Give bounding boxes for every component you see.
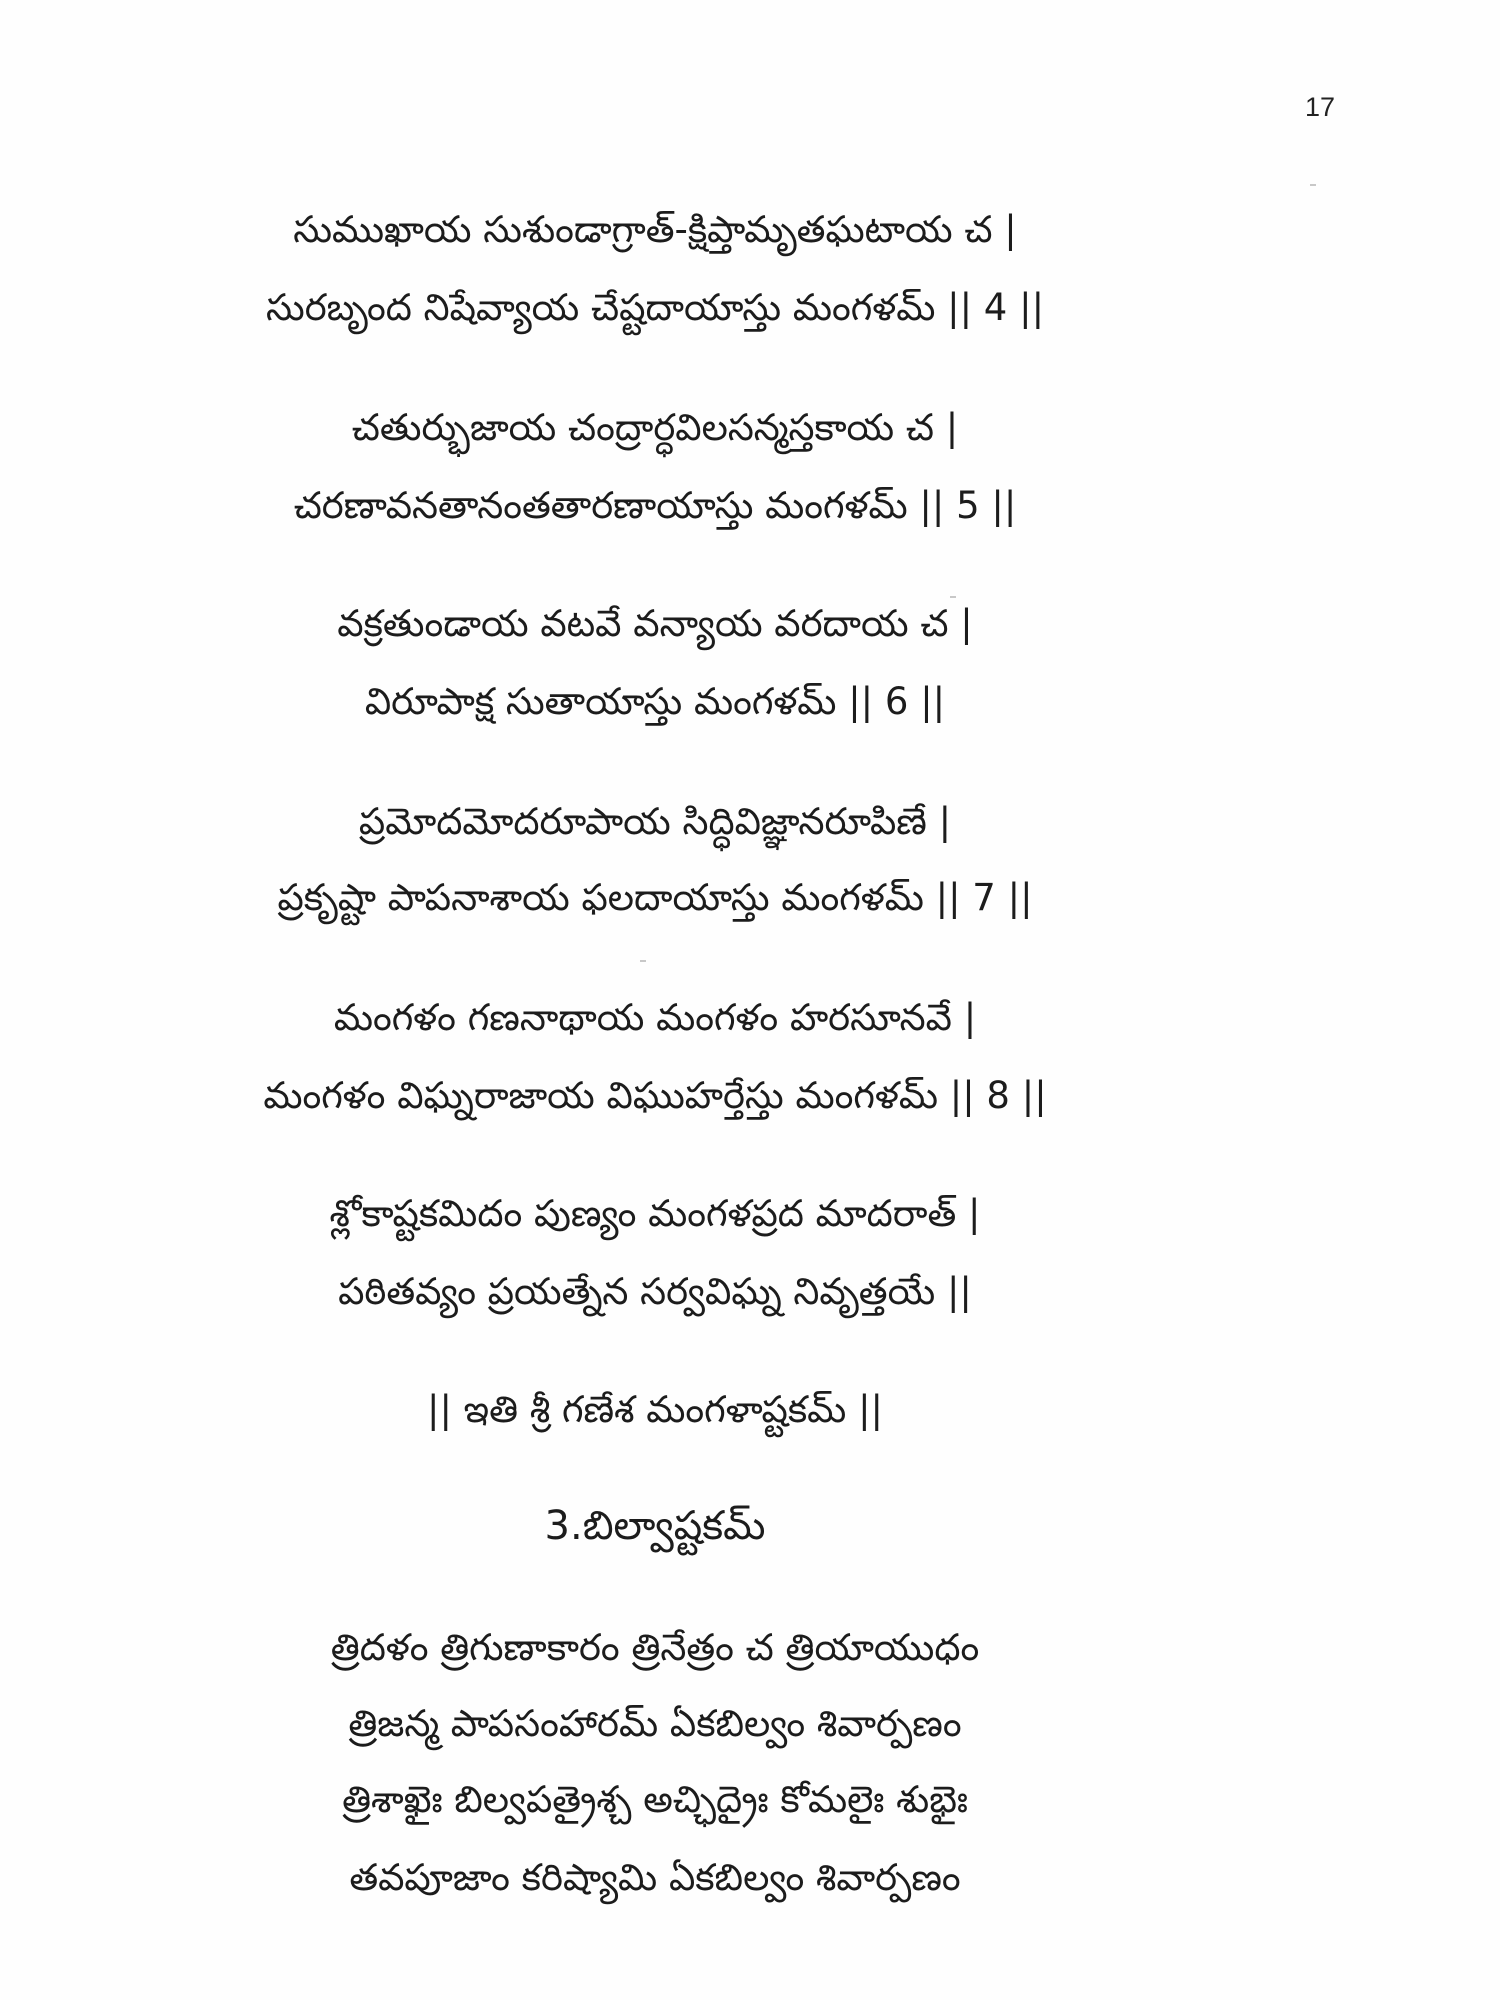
scan-speck <box>950 596 956 598</box>
verse-8-line-2: మంగళం విఘ్నరాజాయ విఘుహర్తేస్తు మంగళమ్ || 8 || <box>263 1074 1047 1117</box>
bilva-line-2: త్రిజన్మ పాపసంహారమ్ ఏకబిల్వం శివార్పణం <box>348 1702 962 1745</box>
bilva-line-4: తవపూజాం కరిష్యామి ఏకబిల్వం శివార్పణం <box>349 1856 961 1899</box>
verse-6-line-2: విరూపాక్ష సుతాయాస్తు మంగళమ్ || 6 || <box>364 680 946 723</box>
verse-8-line-1: మంగళం గణనాథాయ మంగళం హరసూనవే | <box>333 996 977 1039</box>
verse-5-line-1: చతుర్భుజాయ చంద్రార్ధవిలసన్మస్తకాయ చ | <box>351 406 959 449</box>
verse-6-line-1: వక్రతుండాయ వటవే వన్యాయ వరదాయ చ | <box>337 602 973 645</box>
verse-5-line-2: చరణావనతానంతతారణాయాస్తు మంగళమ్ || 5 || <box>293 484 1017 527</box>
colophon: || ఇతి శ్రీ గణేశ మంగళాష్టకమ్ || <box>426 1388 884 1431</box>
verse-4-line-1: సుముఖాయ సుశుండాగ్రాత్-క్షిప్తామృతఘటాయ చ | <box>293 208 1017 251</box>
scan-speck <box>640 960 646 962</box>
verse-7-line-2: ప్రకృష్టా పాపనాశాయ ఫలదాయాస్తు మంగళమ్ || 7 || <box>277 876 1033 919</box>
verse-7-line-1: ప్రమోదమోదరూపాయ సిద్ధివిజ్ఞానరూపిణే | <box>358 800 952 843</box>
page-number: 17 <box>1304 92 1336 122</box>
bilva-line-1: త్రిదళం త్రిగుణాకారం త్రినేత్రం చ త్రియాయుధం <box>330 1626 980 1669</box>
verse-4-line-2: సురబృంద నిషేవ్యాయ చేష్టదాయాస్తు మంగళమ్ || 4 || <box>265 286 1045 329</box>
scan-speck <box>1310 184 1316 186</box>
phalashruti-line-2: పఠితవ్యం ప్రయత్నేన సర్వవిఘ్న నివృత్తయే || <box>338 1270 972 1313</box>
bilva-line-3: త్రిశాఖైః బిల్వపత్రైశ్చ అచ్ఛిద్రైః కోమలైః శుభైః <box>342 1778 968 1821</box>
section-heading: 3.బిల్వాష్టకమ్ <box>544 1503 766 1549</box>
phalashruti-line-1: శ్లోకాష్టకమిదం పుణ్యం మంగళప్రద మాదరాత్ | <box>329 1192 981 1235</box>
